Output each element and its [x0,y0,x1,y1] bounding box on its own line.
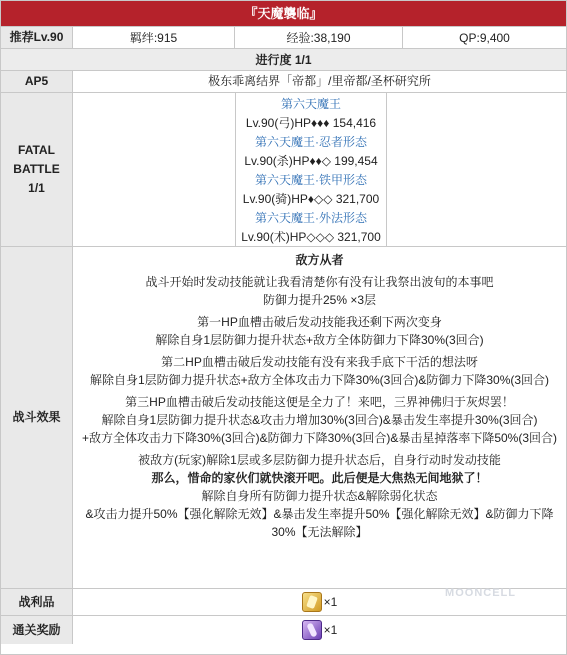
effects-content [73,247,566,588]
enemy-name[interactable]: 第六天魔王 [280,97,341,111]
effect-line: 战斗开始时发动技能就让我看清楚你有没有让我祭出波旬的本事吧 [145,275,494,289]
progress-label: 进行度 1/1 [1,49,566,71]
enemy-stats: Lv.90(骑)HP♦◇◇ 321,700 [242,192,380,206]
exp-value: 经验:38,190 [235,27,403,48]
recommend-level: 推荐Lv.90 [1,27,73,48]
location-text: 极东乖离结界「帝都」/里帝都/圣杯研究所 [208,74,431,88]
watermark: MOONCELL [445,587,516,599]
enemy-name[interactable]: 第六天魔王·忍者形态 [255,135,367,149]
effects-label: 战斗效果 [1,247,73,588]
effect-line: &攻击力提升50%【强化解除无效】&暴击发生率提升50%【强化解除无效】&防御力下降 [85,507,554,521]
ap-label: AP5 [1,71,73,92]
enemy-list [235,93,387,246]
bond-value: 羁绊:915 [73,27,235,48]
effects-row [1,247,566,589]
effect-line: +敌方全体攻击力下降30%(3回合)&防御力下降30%(3回合)&暴击星掉落率下降50%(3回合) [81,431,558,445]
effects-heading: 敌方从者 [295,253,344,267]
qp-value: QP:9,400 [459,30,510,45]
effect-line: 被敌方(玩家)解除1层或多层防御力提升状态后，自身行动时发动技能 [138,453,501,467]
reward-row [1,616,566,644]
ap-row [1,71,566,93]
reward-label: 通关奖励 [1,616,73,644]
enemy-name[interactable]: 第六天魔王·外法形态 [255,211,367,225]
battle-spacer-right [387,93,566,246]
enemy-name[interactable]: 第六天魔王·铁甲形态 [255,173,367,187]
enemy-stats: Lv.90(术)HP◇◇◇ 321,700 [241,230,381,244]
quest-header-row [1,27,566,49]
effect-line: 那么，惜命的家伙们就快滚开吧。此后便是大焦热无间地狱了！ [151,471,488,485]
effect-line: 解除自身1层防御力提升状态+敌方全体防御力下降30%(3回合) [155,333,484,347]
drop-count: ×1 [323,595,338,609]
drops-row [1,589,566,616]
quest-title: 『天魔襲临』 [1,1,566,27]
effect-line: 防御力提升25% ×3层 [262,293,377,307]
effect-line: 解除自身所有防御力提升状态&解除弱化状态 [201,489,438,503]
effect-line: 第二HP血槽击破后发动技能有没有来我手底下干活的想法呀 [161,355,478,369]
battle-row [1,93,566,247]
enemy-stats: Lv.90(杀)HP♦♦◇ 199,454 [244,154,378,168]
battle-label: FATAL BATTLE 1/1 [1,93,73,246]
purple-item-icon[interactable] [302,620,322,640]
reward-content [73,616,566,644]
battle-spacer-left [73,93,235,246]
effect-line: 第一HP血槽击破后发动技能我还剩下两次变身 [197,315,442,329]
drops-content [73,589,566,615]
effect-line: 第三HP血槽击破后发动技能这便是全力了！来吧，三界神佛归于灰烬罢！ [125,395,514,409]
reward-count: ×1 [323,623,338,637]
enemy-stats: Lv.90(弓)HP♦♦♦ 154,416 [245,116,377,130]
effect-line: 30%【无法解除】 [271,525,368,539]
drops-label: 战利品 [1,589,73,615]
gold-item-icon[interactable] [302,592,322,612]
effect-line: 解除自身1层防御力提升状态+敌方全体攻击力下降30%(3回合)&防御力下降30%(3回合) [89,373,550,387]
effect-line: 解除自身1层防御力提升状态&攻击力增加30%(3回合)&暴击发生率提升30%(3回合) [101,413,538,427]
